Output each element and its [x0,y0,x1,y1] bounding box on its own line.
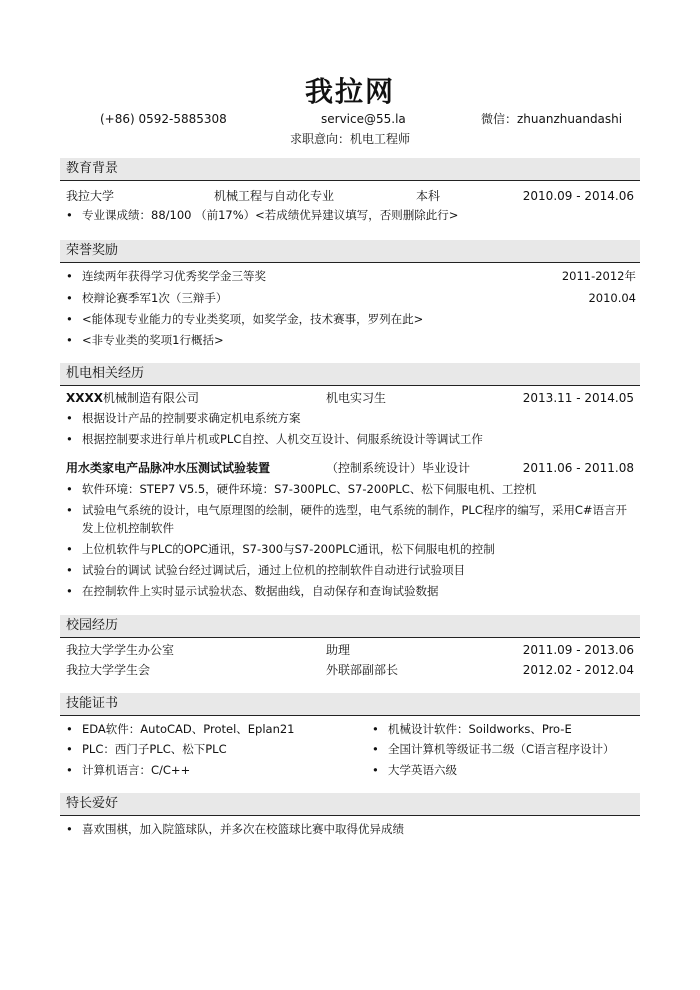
phone-number: (+86) 0592-5885308 [100,112,227,126]
section-title: 机电相关经历 [60,363,640,386]
bullet-icon: • [66,722,73,736]
bullet-text: 根据控制要求进行单片机或PLC自控、人机交互设计、伺服系统设计等调试工作 [82,432,483,446]
section-title: 荣誉奖励 [60,240,640,263]
bullet-text: 上位机软件与PLC的OPC通讯，S7-300与S7-200PLC通讯，松下伺服电机的控制 [82,542,495,556]
bullet-icon: • [66,411,73,425]
bullet-icon: • [66,822,73,836]
bullet-text: EDA软件：AutoCAD、Protel、Eplan21 [82,722,295,736]
award-date: 2011-2012年 [561,269,636,283]
campus-org: 我拉大学学生会 [66,663,151,677]
bullet-text: 试验电气系统的设计，电气原理图的绘制，硬件的选型，电气系统的制作，PLC程序的编写，采用C#语言开发上位机控制软件 [82,503,628,535]
job-objective: 求职意向：机电工程师 [289,132,410,146]
bullet-icon: • [372,722,379,736]
bullet-icon: • [66,432,73,446]
bullet-text: 根据设计产品的控制要求确定机电系统方案 [82,411,301,425]
list-item [66,501,636,537]
school-name: 我拉大学 [66,189,115,203]
bullet-text: PLC：西门子PLC、松下PLC [82,742,227,756]
job-date: 2013.11 - 2014.05 [522,391,634,405]
section-title: 技能证书 [60,693,640,716]
candidate-name: 我拉网 [304,75,395,108]
experience-row [60,459,640,477]
bullet-text: 计算机语言：C/C++ [82,763,191,777]
experience-row [60,389,640,407]
bullet-text: 软件环境：STEP7 V5.5，硬件环境：S7-300PLC、S7-200PLC、松下伺服电机、工控机 [82,482,537,496]
project-role: （控制系统设计）毕业设计 [326,461,471,475]
bullet-icon: • [372,763,379,777]
section-title: 特长爱好 [60,793,640,816]
company-code: XXXX [66,391,104,405]
bullet-icon: • [66,503,73,517]
bullet-text: 试验台的调试 试验台经过调试后，通过上位机的控制软件自动进行试验项目 [82,563,466,577]
section-hobbies [60,793,640,836]
company-name [66,389,199,407]
section-campus [60,615,640,677]
degree: 本科 [416,189,441,203]
company-suffix: 机械制造有限公司 [103,391,200,405]
section-awards [60,240,640,347]
campus-row [60,641,640,659]
bullet-text: 喜欢围棋，加入院篮球队，并多次在校篮球比赛中取得优异成绩 [82,822,404,836]
campus-role: 外联部副部长 [326,663,399,677]
section-experience [60,363,640,598]
major: 机械工程与自动化专业 [214,189,335,203]
email-address: service@55.la [321,112,406,126]
campus-org: 我拉大学学生办公室 [66,643,175,657]
section-title: 教育背景 [60,158,640,181]
bullet-icon: • [66,742,73,756]
bullet-icon: • [372,742,379,756]
section-education [60,158,640,222]
campus-date: 2012.02 - 2012.04 [522,663,634,677]
campus-role: 助理 [326,643,351,657]
bullet-icon: • [66,584,73,598]
bullet-text: 在控制软件上实时显示试验状态、数据曲线，自动保存和查询试验数据 [82,584,439,598]
bullet-text: 专业课成绩：88/100 （前17%）<若成绩优异建议填写，否则删除此行> [82,208,459,222]
bullet-text: 机械设计软件：Soildworks、Pro-E [388,722,572,736]
bullet-icon: • [66,763,73,777]
section-skills [60,693,640,777]
bullet-icon: • [66,291,73,305]
bullet-icon: • [66,333,73,347]
campus-row [60,661,640,679]
bullet-icon: • [66,542,73,556]
bullet-icon: • [66,563,73,577]
job-role: 机电实习生 [326,391,387,405]
bullet-icon: • [66,208,73,222]
project-date: 2011.06 - 2011.08 [522,461,634,475]
education-row [60,187,640,205]
project-name: 用水类家电产品脉冲水压测试试验装置 [66,461,271,475]
bullet-text: <非专业类的奖项1行概括> [82,333,224,347]
bullet-text: 大学英语六级 [388,763,457,777]
bullet-text: <能体现专业能力的专业类奖项，如奖学金，技术赛事，罗列在此> [82,312,424,326]
bullet-text: 校辩论赛季军1次（三辩手） [82,291,228,305]
award-date: 2010.04 [588,291,636,305]
campus-date: 2011.09 - 2013.06 [522,643,634,657]
wechat-id: 微信：zhuanzhuandashi [481,112,623,126]
section-title: 校园经历 [60,615,640,638]
bullet-icon: • [66,269,73,283]
education-date: 2010.09 - 2014.06 [522,189,634,203]
bullet-icon: • [66,312,73,326]
bullet-text: 全国计算机等级证书二级（C语言程序设计） [388,742,615,756]
bullet-text: 连续两年获得学习优秀奖学金三等奖 [82,269,266,283]
bullet-icon: • [66,482,73,496]
